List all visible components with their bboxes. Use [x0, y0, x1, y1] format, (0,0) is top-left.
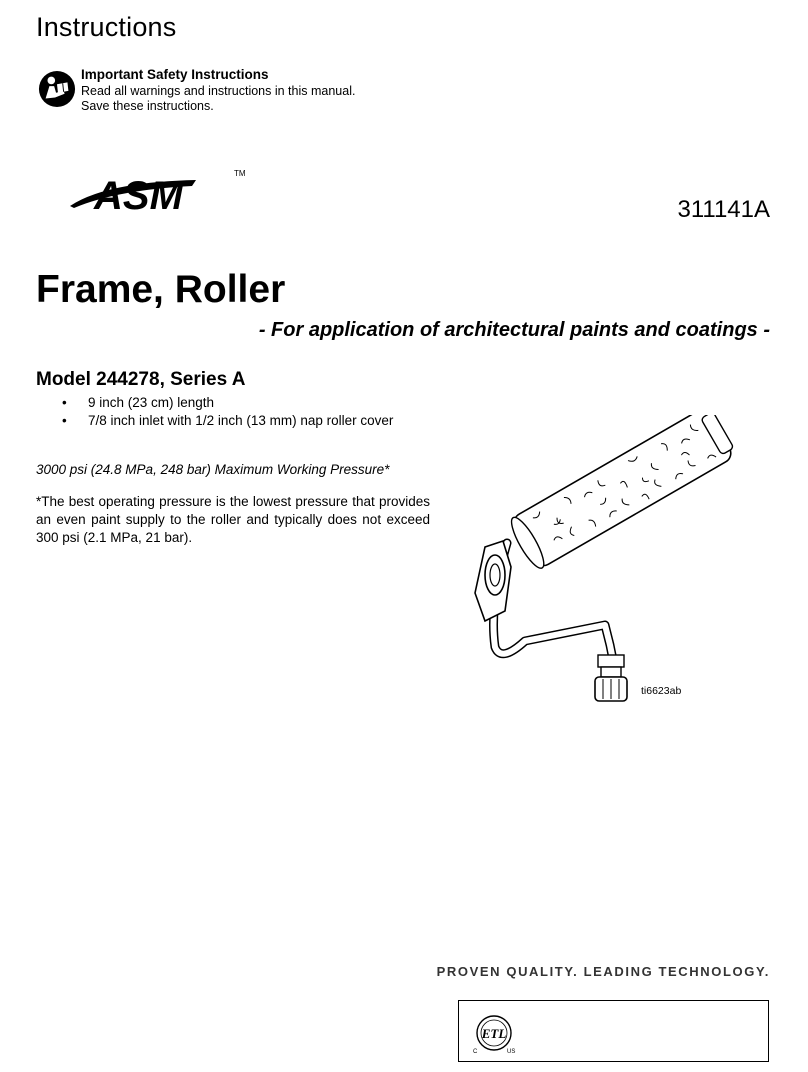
spec-bullet-text: 7/8 inch inlet with 1/2 inch (13 mm) nap roller cover: [88, 413, 394, 428]
safety-line-1: Read all warnings and instructions in this manual.: [81, 84, 356, 98]
page-title: Frame, Roller: [36, 268, 286, 311]
roller-frame-illustration: [455, 415, 755, 715]
spec-bullet: • 9 inch (23 cm) length: [62, 395, 215, 410]
pressure-note: *The best operating pressure is the lowest pressure that provides an even paint supply to the roller and typically does not exceed 300 psi (2.1 MPa, 21 bar).: [36, 494, 430, 545]
model-heading: Model 244278, Series A: [36, 369, 246, 390]
spec-bullet-text: 9 inch (23 cm) length: [88, 395, 215, 410]
safety-title: Important Safety Instructions: [81, 67, 269, 82]
trademark-symbol: TM: [234, 169, 246, 178]
spec-bullet: • 7/8 inch inlet with 1/2 inch (13 mm) nap roller cover: [62, 413, 394, 428]
company-tagline: PROVEN QUALITY. LEADING TECHNOLOGY.: [436, 964, 770, 979]
section-header: Instructions: [36, 12, 177, 42]
page-subtitle: - For application of architectural paints and coatings -: [258, 319, 770, 341]
pressure-rating: 3000 psi (24.8 MPa, 248 bar) Maximum Working Pressure*: [36, 462, 390, 477]
cert-mark-right: US: [507, 1049, 516, 1055]
document-number: 311141A: [677, 196, 770, 223]
read-manual-icon: [38, 70, 76, 108]
certification-box: [458, 1000, 769, 1062]
figure-label: ti6623ab: [641, 685, 682, 697]
etl-listed-mark-icon: [471, 1010, 517, 1056]
cert-mark-main: ETL: [481, 1026, 507, 1041]
cert-mark-left: C: [473, 1049, 478, 1055]
asm-logo: [66, 162, 250, 214]
logo-wordmark: ASM: [94, 174, 183, 214]
safety-line-2: Save these instructions.: [81, 99, 214, 113]
